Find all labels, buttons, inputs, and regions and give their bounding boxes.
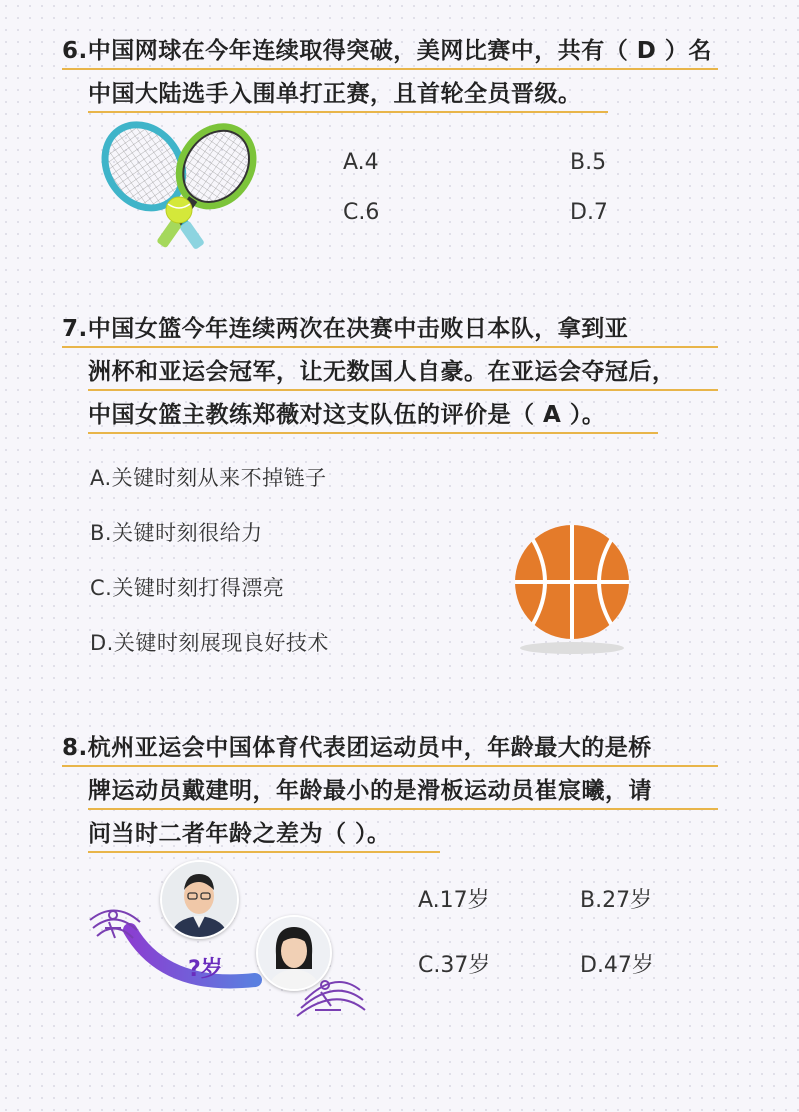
q7-line1: 7.中国女篮今年连续两次在决赛中击败日本队，拿到亚 [62, 316, 629, 342]
q8-underline-2 [88, 808, 718, 810]
q7-option-c[interactable]: C.关键时刻打得漂亮 [90, 576, 285, 600]
male-portrait-icon [162, 862, 237, 937]
cui-chenxi-photo [256, 915, 332, 991]
q6-option-a[interactable]: A.4 [343, 150, 379, 175]
q7-underline-2 [88, 389, 718, 391]
q8-line2: 牌运动员戴建明，年龄最小的是滑板运动员崔宸曦，请 [88, 778, 652, 804]
q8-line1: 8.杭州亚运会中国体育代表团运动员中，年龄最大的是桥 [62, 735, 652, 761]
q7-line2: 洲杯和亚运会冠军，让无数国人自豪。在亚运会夺冠后， [88, 359, 676, 385]
q7-option-b[interactable]: B.关键时刻很给力 [90, 521, 263, 545]
q8-underline-3 [88, 851, 440, 853]
q8-option-d[interactable]: D.47岁 [580, 953, 654, 978]
q8-option-c[interactable]: C.37岁 [418, 953, 491, 978]
q6-option-d[interactable]: D.7 [570, 200, 608, 225]
q8-option-a[interactable]: A.17岁 [418, 888, 490, 913]
age-difference-badge: ?岁 [188, 957, 223, 982]
q6-underline-2 [88, 111, 608, 113]
basketball-icon [505, 520, 640, 660]
q6-line2: 中国大陆选手入围单打正赛，且首轮全员晋级。 [88, 81, 582, 107]
q7-option-a[interactable]: A.关键时刻从来不掉链子 [90, 466, 327, 490]
q6-option-b[interactable]: B.5 [570, 150, 607, 175]
q8-line3: 问当时二者年龄之差为（ ）。 [88, 821, 391, 847]
female-portrait-icon [258, 917, 330, 989]
tennis-rackets-icon [95, 118, 265, 260]
q7-underline-3 [88, 432, 658, 434]
q6-line1: 6.中国网球在今年连续取得突破，美网比赛中，共有（ D ）名 [62, 38, 712, 64]
q6-option-c[interactable]: C.6 [343, 200, 380, 225]
q7-line3: 中国女篮主教练郑薇对这支队伍的评价是（ A ）。 [88, 402, 606, 428]
q8-option-b[interactable]: B.27岁 [580, 888, 653, 913]
q8-underline-1 [62, 765, 718, 767]
q7-underline-1 [62, 346, 718, 348]
q6-underline-1 [62, 68, 718, 70]
q7-option-d[interactable]: D.关键时刻展现良好技术 [90, 631, 329, 655]
dai-jianming-photo [160, 860, 239, 939]
